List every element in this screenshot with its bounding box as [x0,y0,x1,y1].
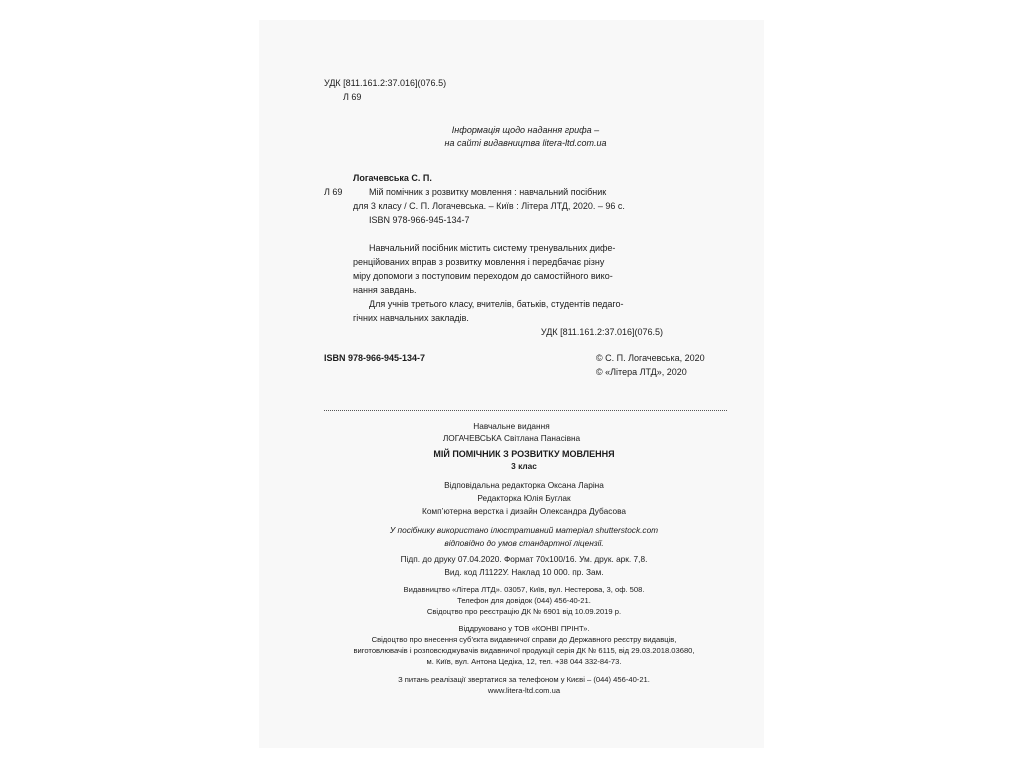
biblio-isbn: ISBN 978-966-945-134-7 [369,215,470,225]
copyright-author: © С. П. Логачевська, 2020 [596,353,705,363]
author-code-header: Л 69 [343,92,362,102]
grif-line-1: Інформація щодо надання грифа – [451,125,600,135]
title-verso-page [259,20,764,748]
annotation-line: нання завдань. [353,285,417,295]
publisher-line: Видавництво «Літера ЛТД». 03057, Київ, вул. Нестерова, 3, оф. 508. [403,585,645,594]
printer-line: Віддруковано у ТОВ «КОНВІ ПРІНТ». [458,624,590,633]
imprint-note-2: відповідно до умов стандартної ліцензії. [444,538,604,548]
grif-line-2: на сайті видавництва litera-ltd.com.ua [444,138,607,148]
sales-phone: З питань реалізації звертатися за телефоном у Києві – (044) 456-40-21. [398,675,650,684]
annotation-line: Для учнів третього класу, вчителів, батьків, студентів педаго- [369,299,624,309]
imprint-title: МІЙ ПОМІЧНИК З РОЗВИТКУ МОВЛЕННЯ [433,449,615,459]
sales-website: www.litera-ltd.com.ua [487,686,561,695]
annotation-line: Навчальний посібник містить систему тренувальних дифе- [369,243,616,253]
imprint-type: Навчальне видання [473,421,550,431]
biblio-line-1: Мій помічник з розвитку мовлення : навчальний посібник [369,187,607,197]
annotation-udk: УДК [811.161.2:37.016](076.5) [540,327,663,337]
imprint-editor-2: Редакторка Юлія Буглак [477,493,571,503]
biblio-line-2: для 3 класу / С. П. Логачевська. – Київ : Літера ЛТД, 2020. – 96 с. [353,201,625,211]
imprint-grade: 3 клас [511,461,537,471]
imprint-note-1: У посібнику використано ілюстративний матеріал shutterstock.com [389,525,659,535]
imprint-print-1: Підп. до друку 07.04.2020. Формат 70х100/16. Ум. друк. арк. 7,8. [400,554,648,564]
copyright-publisher: © «Літера ЛТД», 2020 [596,367,687,377]
imprint-layout: Комп’ютерна верстка і дизайн Олександра Дубасова [421,506,626,516]
biblio-code: Л 69 [324,187,343,197]
printer-line: м. Київ, вул. Антона Цедіка, 12, тел. +38 044 332-84-73. [426,657,622,666]
isbn: ISBN 978-966-945-134-7 [324,353,426,363]
annotation-line: гічних навчальних закладів. [353,313,469,323]
printer-line: Свідоцтво про внесення суб’єкта видавничої справи до Державного реєстру видавців, [371,635,677,644]
imprint-editor: Відповідальна редакторка Оксана Ларіна [444,480,604,490]
annotation-line: міру допомоги з поступовим переходом до самостійного вико- [353,271,613,281]
udk-header: УДК [811.161.2:37.016](076.5) [324,78,447,88]
dotted-separator [324,410,727,411]
printer-line: виготовлювачів і розповсюджувачів видавничої продукції серія ДК № 6115, від 29.03.2018.03680, [353,646,695,655]
publisher-phone: Телефон для довідок (044) 456-40-21. [457,596,591,605]
imprint-print-2: Вид. код Л1122У. Наклад 10 000. пр. Зам. [444,567,604,577]
imprint-author: ЛОГАЧЕВСЬКА Світлана Панасівна [442,433,581,443]
annotation-line: ренційованих вправ з розвитку мовлення і передбачає різну [353,257,605,267]
publisher-registration: Свідоцтво про реєстрацію ДК № 6901 від 10.09.2019 р. [426,607,622,616]
biblio-author: Логачевська С. П. [353,173,432,183]
